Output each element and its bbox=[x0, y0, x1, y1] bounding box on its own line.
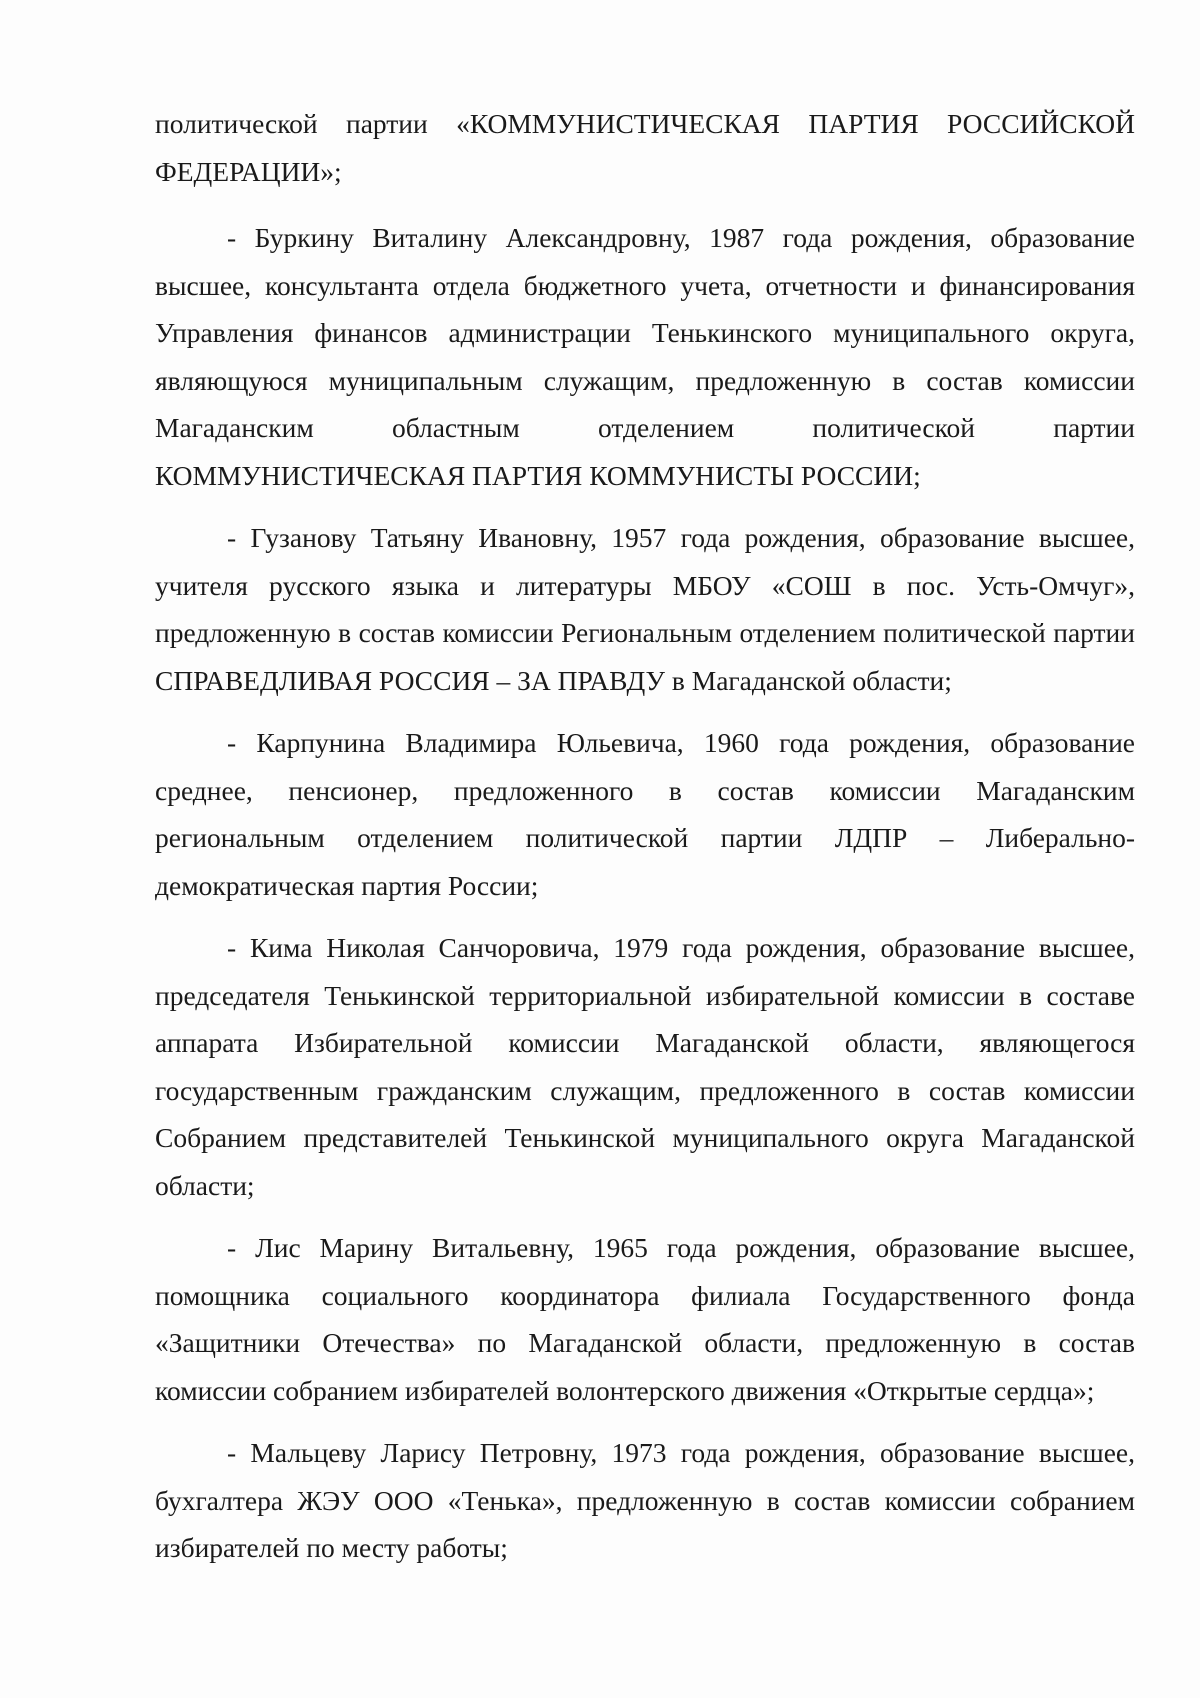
list-item: - Карпунина Владимира Юльевича, 1960 года рождения, образование среднее, пенсионер, предложенного в состав комиссии Магаданским региональным отделением политической партии ЛДПР – Либерально-демократическая партия России; bbox=[155, 727, 1135, 901]
list-item: - Гузанову Татьяну Ивановну, 1957 года рождения, образование высшее, учителя русского языка и литературы МБОУ «СОШ в пос. Усть-Омчуг», предложенную в состав комиссии Региональным отделением политической партии СПРАВЕДЛИВАЯ РОССИЯ – ЗА ПРАВДУ в Магаданской области; bbox=[155, 522, 1135, 696]
intro-paragraph: политической партии «КОММУНИСТИЧЕСКАЯ ПАРТИЯ РОССИЙСКОЙ ФЕДЕРАЦИИ»; bbox=[155, 108, 1135, 187]
list-item: - Буркину Виталину Александровну, 1987 года рождения, образование высшее, консультанта отдела бюджетного учета, отчетности и финансирования Управления финансов администрации Тенькинского муниципального округа, являющуюся муниципальным служащим, предложенную в состав комиссии Магаданским областным отделением политической партии КОММУНИСТИЧЕСКАЯ ПАРТИЯ КОММУНИСТЫ РОССИИ; bbox=[155, 222, 1135, 491]
list-item: - Мальцеву Ларису Петровну, 1973 года рождения, образование высшее, бухгалтера ЖЭУ ООО «Тенька», предложенную в состав комиссии собранием избирателей по месту работы; bbox=[155, 1437, 1135, 1563]
document-body bbox=[155, 100, 1135, 1572]
list-item: - Кима Николая Санчоровича, 1979 года рождения, образование высшее, председателя Тенькинской территориальной избирательной комиссии в составе аппарата Избирательной комиссии Магаданской области, являющегося государственным гражданским служащим, предложенного в состав комиссии Собранием представителей Тенькинской муниципального округа Магаданской области; bbox=[155, 932, 1135, 1201]
list-item: - Лис Марину Витальевну, 1965 года рождения, образование высшее, помощника социального координатора филиала Государственного фонда «Защитники Отечества» по Магаданской области, предложенную в состав комиссии собранием избирателей волонтерского движения «Открытые сердца»; bbox=[155, 1232, 1135, 1406]
